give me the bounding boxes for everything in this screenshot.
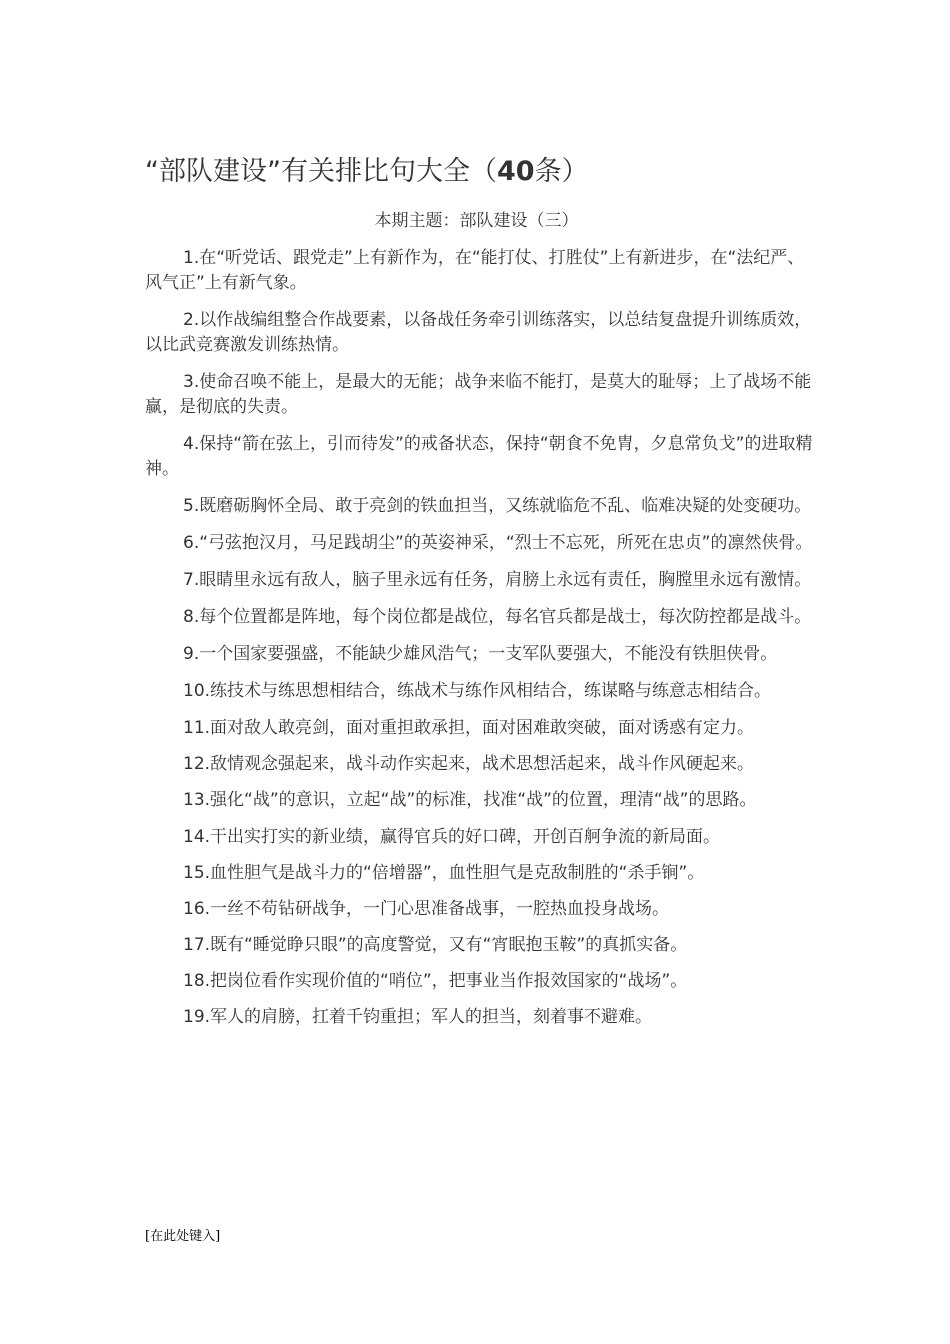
paragraph-13: 13.强化“战”的意识，立起“战”的标准，找准“战”的位置，理清“战”的思路。 xyxy=(183,790,757,810)
paragraph-12: 12.敌情观念强起来，战斗动作实起来，战术思想活起来，战斗作风硬起来。 xyxy=(183,754,755,774)
title-suffix: 条） xyxy=(534,156,589,187)
paragraph-15: 15.血性胆气是战斗力的“倍增器”，血性胆气是克敌制胜的“杀手锏”。 xyxy=(183,863,705,883)
paragraph-3: 3.使命召唤不能上，是最大的无能；战争来临不能打，是莫大的耻辱；上了战场不能赢，是彻底的失责。 xyxy=(145,372,812,417)
paragraph-5: 5.既磨砺胸怀全局、敢于亮剑的铁血担当，又练就临危不乱、临难决疑的处变硬功。 xyxy=(183,496,812,516)
paragraph-16: 16.一丝不苟钻研战争，一门心思准备战事，一腔热血投身战场。 xyxy=(183,899,670,919)
paragraph-14: 14.干出实打实的新业绩，赢得官兵的好口碑，开创百舸争流的新局面。 xyxy=(183,827,721,847)
title-number: 40 xyxy=(496,156,535,187)
paragraph-9: 9.一个国家要强盛，不能缺少雄风浩气；一支军队要强大，不能没有铁胆侠骨。 xyxy=(183,644,778,664)
paragraph-4: 4.保持“箭在弦上，引而待发”的戒备状态，保持“朝食不免胄，夕息常负戈”的进取精神。 xyxy=(145,434,813,479)
document-body xyxy=(145,246,815,1041)
paragraph-18: 18.把岗位看作实现价值的“哨位”，把事业当作报效国家的“战场”。 xyxy=(183,971,688,991)
paragraph-17: 17.既有“睡觉睁只眼”的高度警觉，又有“宵眠抱玉鞍”的真抓实备。 xyxy=(183,935,688,955)
paragraph-1: 1.在“听党话、跟党走”上有新作为，在“能打仗、打胜仗”上有新进步，在“法纪严、风气正”上有新气象。 xyxy=(145,248,805,293)
document-subtitle: 本期主题：部队建设（三） xyxy=(374,211,579,231)
paragraph-11: 11.面对敌人敢亮剑，面对重担敢承担，面对困难敢突破，面对诱惑有定力。 xyxy=(183,718,755,738)
document-title xyxy=(145,152,825,192)
paragraph-19: 19.军人的肩膀，扛着千钧重担；军人的担当，刻着事不避难。 xyxy=(183,1007,653,1027)
paragraph-2: 2.以作战编组整合作战要素，以备战任务牵引训练落实，以总结复盘提升训练质效，以比武竞赛激发训练热情。 xyxy=(145,310,812,355)
paragraph-6: 6.“弓弦抱汉月，马足践胡尘”的英姿神采，“烈士不忘死，所死在忠贞”的凛然侠骨。 xyxy=(183,533,813,553)
footer-placeholder[interactable]: [在此处键入] xyxy=(145,1229,221,1244)
paragraph-7: 7.眼睛里永远有敌人，脑子里永远有任务，肩膀上永远有责任，胸膛里永远有激情。 xyxy=(183,570,812,590)
paragraph-8: 8.每个位置都是阵地，每个岗位都是战位，每名官兵都是战士，每次防控都是战斗。 xyxy=(183,607,812,627)
paragraph-10: 10.练技术与练思想相结合，练战术与练作风相结合，练谋略与练意志相结合。 xyxy=(183,681,772,701)
title-prefix: “部队建设”有关排比句大全（ xyxy=(145,156,497,187)
